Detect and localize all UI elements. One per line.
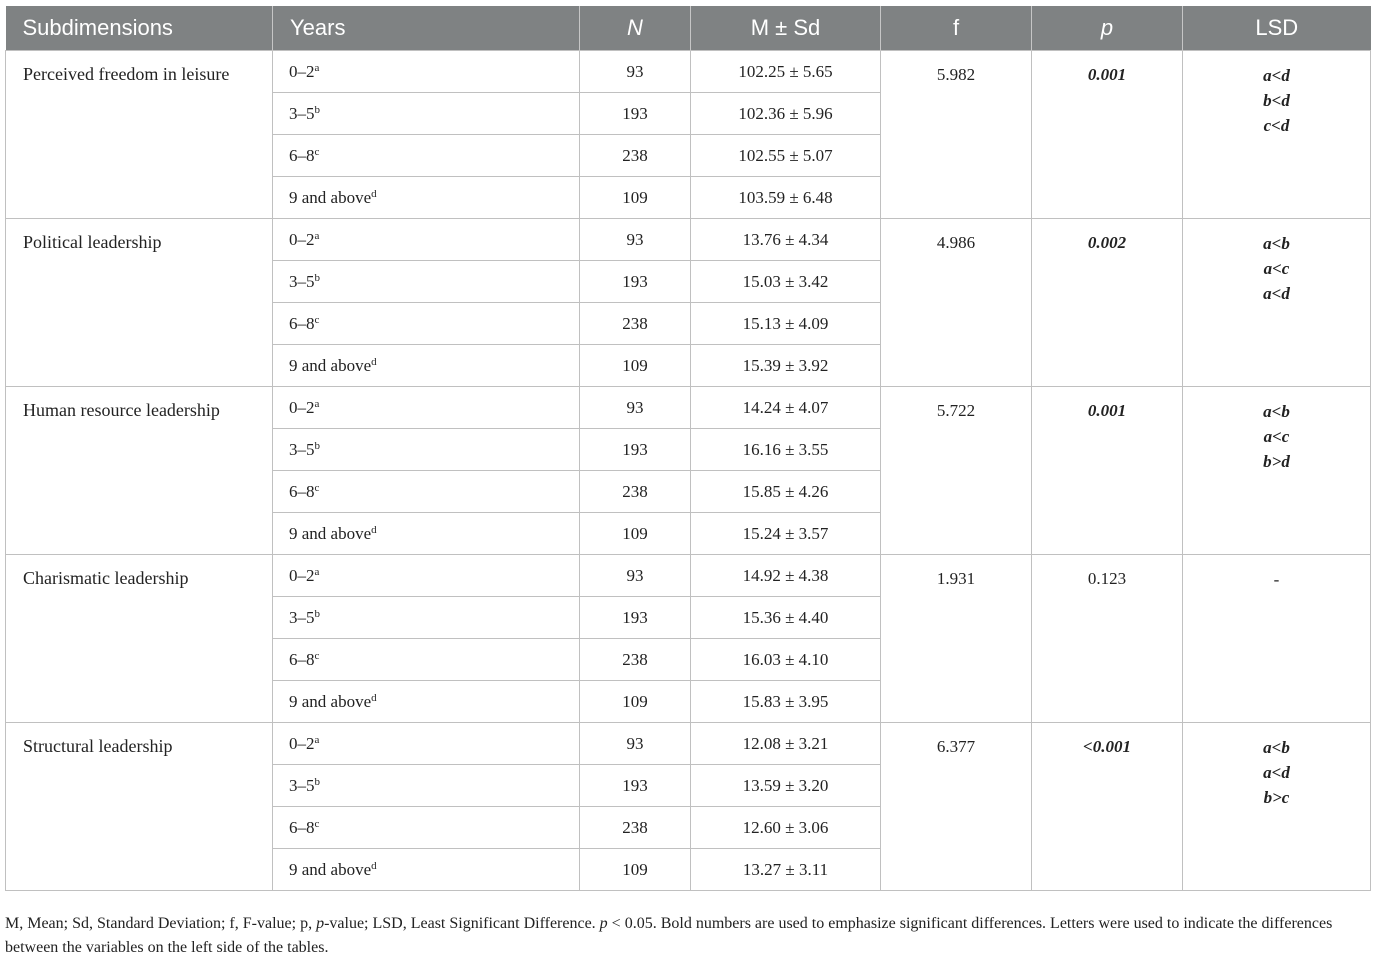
years-group-letter: b [314,607,320,620]
m-sd-cell: 14.92 ± 4.38 [691,555,881,597]
m-sd-cell: 13.27 ± 3.11 [691,849,881,891]
m-sd-cell: 15.83 ± 3.95 [691,681,881,723]
n-cell: 109 [580,681,691,723]
lsd-cell [1183,387,1371,555]
n-cell: 193 [580,429,691,471]
m-sd-cell: 102.36 ± 5.96 [691,93,881,135]
years-group-letter: c [314,649,320,662]
n-cell: 238 [580,303,691,345]
years-group-letter: a [314,733,320,746]
years-cell [273,849,580,891]
f-value-cell: 4.986 [881,219,1032,387]
header-years: Years [273,6,580,51]
years-group-letter: d [371,187,377,200]
lsd-cell [1183,555,1371,723]
years-cell [273,597,580,639]
m-sd-cell: 12.08 ± 3.21 [691,723,881,765]
n-cell: 238 [580,135,691,177]
lsd-comparison: a<d [1263,284,1290,303]
years-cell [273,345,580,387]
m-sd-cell: 16.03 ± 4.10 [691,639,881,681]
table-row [6,387,1371,429]
years-text: 6–8 [289,817,315,837]
years-cell [273,429,580,471]
years-text: 9 and above [289,691,372,711]
years-text: 3–5 [289,439,315,459]
lsd-comparison: a<b [1263,738,1290,757]
m-sd-cell: 15.13 ± 4.09 [691,303,881,345]
header-n: N [580,6,691,51]
lsd-comparison: b>d [1263,452,1290,471]
n-cell: 193 [580,597,691,639]
years-cell [273,51,580,93]
p-value-cell: <0.001 [1032,723,1183,891]
years-cell [273,219,580,261]
table-body [6,51,1371,891]
lsd-comparison: a<d [1263,763,1290,782]
years-cell [273,177,580,219]
years-text: 6–8 [289,145,315,165]
years-text: 0–2 [289,61,315,81]
years-group-letter: d [371,691,377,704]
n-cell: 109 [580,177,691,219]
footnote-p-italic: p [316,915,325,932]
lsd-comparison: b>c [1263,788,1290,807]
table-row [6,51,1371,93]
years-group-letter: a [314,61,320,74]
lsd-comparison: a<b [1263,402,1290,421]
table-row [6,555,1371,597]
m-sd-cell: 13.76 ± 4.34 [691,219,881,261]
subdimension-cell: Perceived freedom in leisure [6,51,273,219]
m-sd-cell: 103.59 ± 6.48 [691,177,881,219]
years-text: 9 and above [289,355,372,375]
p-value-cell: 0.001 [1032,387,1183,555]
n-cell: 93 [580,219,691,261]
years-group-letter: a [314,229,320,242]
m-sd-cell: 102.25 ± 5.65 [691,51,881,93]
n-cell: 93 [580,723,691,765]
m-sd-cell: 102.55 ± 5.07 [691,135,881,177]
lsd-comparison: c<d [1263,116,1290,135]
years-group-letter: c [314,313,320,326]
table-row [6,219,1371,261]
years-text: 0–2 [289,397,315,417]
n-cell: 93 [580,387,691,429]
years-text: 3–5 [289,271,315,291]
years-group-letter: a [314,397,320,410]
years-group-letter: b [314,103,320,116]
years-text: 3–5 [289,103,315,123]
n-cell: 238 [580,807,691,849]
f-value-cell: 6.377 [881,723,1032,891]
n-cell: 109 [580,513,691,555]
years-text: 6–8 [289,313,315,333]
years-group-letter: b [314,439,320,452]
years-cell [273,513,580,555]
footnote-part2: -value; LSD, Least Significant Difference. [324,915,600,932]
subdimension-cell: Charismatic leadership [6,555,273,723]
n-cell: 193 [580,93,691,135]
years-group-letter: d [371,355,377,368]
lsd-cell [1183,51,1371,219]
years-text: 0–2 [289,733,315,753]
years-text: 6–8 [289,481,315,501]
header-subdimensions: Subdimensions [6,6,273,51]
m-sd-cell: 16.16 ± 3.55 [691,429,881,471]
lsd-comparison: a<b [1263,234,1290,253]
m-sd-cell: 15.39 ± 3.92 [691,345,881,387]
m-sd-cell: 15.03 ± 3.42 [691,261,881,303]
header-lsd: LSD [1183,6,1371,51]
years-group-letter: c [314,817,320,830]
n-cell: 238 [580,471,691,513]
years-cell [273,471,580,513]
table-row [6,723,1371,765]
subdimension-cell: Political leadership [6,219,273,387]
years-text: 3–5 [289,607,315,627]
n-cell: 93 [580,51,691,93]
years-text: 9 and above [289,187,372,207]
m-sd-cell: 12.60 ± 3.06 [691,807,881,849]
years-cell [273,681,580,723]
n-cell: 109 [580,849,691,891]
m-sd-cell: 13.59 ± 3.20 [691,765,881,807]
m-sd-cell: 15.85 ± 4.26 [691,471,881,513]
years-cell [273,135,580,177]
years-text: 3–5 [289,775,315,795]
lsd-comparison: - [1273,570,1280,589]
years-text: 9 and above [289,523,372,543]
footnote-part1: M, Mean; Sd, Standard Deviation; f, F-value; p, [5,915,317,932]
header-p: p [1032,6,1183,51]
footnote-part3: < 0.05. Bold numbers are used to emphasize significant differences. Letters were used to indicate the differences between the variables on the left side of the tables. [5,915,1333,956]
years-cell [273,303,580,345]
f-value-cell: 1.931 [881,555,1032,723]
f-value-cell: 5.722 [881,387,1032,555]
lsd-comparison: a<d [1263,66,1290,85]
years-group-letter: b [314,775,320,788]
years-cell [273,723,580,765]
subdimension-cell: Structural leadership [6,723,273,891]
footnote-p-italic-2: p [599,915,608,932]
lsd-comparison: b<d [1263,91,1290,110]
years-text: 0–2 [289,565,315,585]
years-text: 9 and above [289,859,372,879]
n-cell: 109 [580,345,691,387]
p-value-cell: 0.123 [1032,555,1183,723]
m-sd-cell: 14.24 ± 4.07 [691,387,881,429]
m-sd-cell: 15.24 ± 3.57 [691,513,881,555]
f-value-cell: 5.982 [881,51,1032,219]
table-footnote [5,912,1373,960]
years-group-letter: c [314,481,320,494]
years-text: 0–2 [289,229,315,249]
n-cell: 238 [580,639,691,681]
header-m-sd: M ± Sd [691,6,881,51]
n-cell: 193 [580,765,691,807]
results-table [5,6,1371,891]
years-cell [273,807,580,849]
years-cell [273,555,580,597]
lsd-cell [1183,219,1371,387]
years-cell [273,765,580,807]
years-cell [273,387,580,429]
years-group-letter: b [314,271,320,284]
lsd-comparison: a<c [1263,259,1290,278]
p-value-cell: 0.002 [1032,219,1183,387]
years-cell [273,639,580,681]
years-text: 6–8 [289,649,315,669]
lsd-comparison: a<c [1263,427,1290,446]
years-group-letter: d [371,859,377,872]
n-cell: 93 [580,555,691,597]
years-cell [273,261,580,303]
years-group-letter: c [314,145,320,158]
header-f: f [881,6,1032,51]
n-cell: 193 [580,261,691,303]
m-sd-cell: 15.36 ± 4.40 [691,597,881,639]
years-group-letter: d [371,523,377,536]
lsd-cell [1183,723,1371,891]
subdimension-cell: Human resource leadership [6,387,273,555]
years-cell [273,93,580,135]
years-group-letter: a [314,565,320,578]
p-value-cell: 0.001 [1032,51,1183,219]
table-header [6,6,1371,51]
